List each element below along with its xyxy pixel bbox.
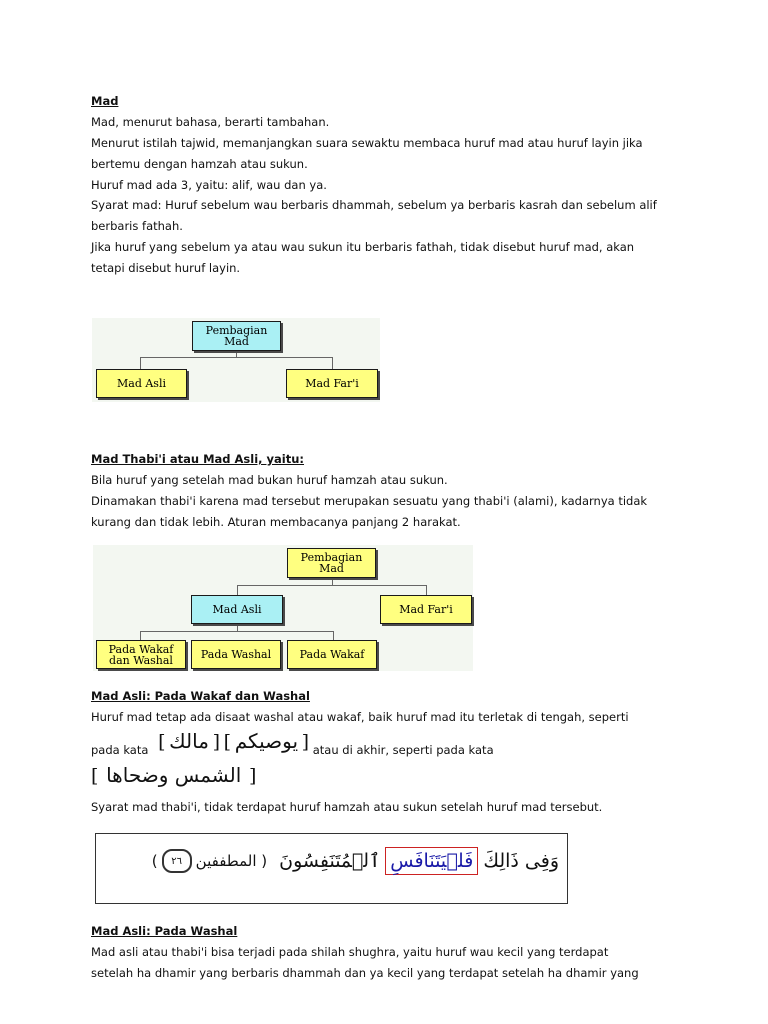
ayah-number-marker: ٢٦ (162, 849, 192, 873)
paragraph-line: bertemu dengan hamzah atau sukun. (91, 157, 308, 171)
section-mad-asli-washal-heading: Mad Asli: Pada Washal (91, 924, 238, 938)
verse-text: ٱلۡمُتَنَفِسُونَ (279, 850, 381, 872)
closing-paren: ) (151, 852, 158, 870)
paragraph-line: Jika huruf yang sebelum ya atau wau sukun itu berbaris fathah, tidak disebut huruf mad, akan (91, 240, 635, 254)
pembagian-mad-box: Pembagian Mad (192, 321, 281, 351)
section-mad-asli-wakaf-washal-heading: Mad Asli: Pada Wakaf dan Washal (91, 689, 310, 703)
mad-fari-box: Mad Far'i (286, 369, 378, 398)
surah-name: ( المطففين (195, 852, 268, 870)
paragraph-line: setelah ha dhamir yang berbaris dhammah dan ya kecil yang terdapat setelah ha dhamir yang (91, 966, 639, 980)
open-bracket: [ (158, 731, 166, 753)
section-mad-heading: Mad (91, 94, 119, 108)
mad-asli-box: Mad Asli (96, 369, 187, 398)
verse-text: وَفِى ذَالِكَ (483, 850, 559, 872)
close-bracket: ] (248, 765, 257, 787)
arabic-word-asy-syamsi: الشمس وضحاها (106, 763, 242, 787)
paragraph-line: Huruf mad tetap ada disaat washal atau wakaf, baik huruf mad itu terletak di tengah, seperti (91, 710, 629, 724)
paragraph-line: tetapi disebut huruf layin. (91, 261, 241, 275)
arabic-word-malik: مالك (169, 729, 209, 753)
paragraph-text: pada kata (91, 743, 149, 757)
connector-line (332, 357, 333, 369)
connector-line (140, 631, 141, 640)
close-bracket: ] (212, 731, 220, 753)
connector-line (140, 357, 141, 369)
paragraph-line: Menurut istilah tajwid, memanjangkan suara sewaktu membaca huruf mad atau huruf layin jika (91, 136, 643, 150)
example-words-line (91, 728, 494, 758)
arabic-word-yusikum: يوصيكم (234, 729, 299, 753)
connector-line (140, 357, 333, 358)
open-bracket: [ (223, 731, 232, 753)
connector-line (426, 585, 427, 595)
connector-line (140, 631, 334, 632)
pada-wakaf-dan-washal-box: Pada Wakaf dan Washal (96, 640, 186, 669)
mad-fari-box: Mad Far'i (380, 595, 472, 624)
quran-verse (152, 844, 559, 878)
pembagian-mad-box: Pembagian Mad (287, 548, 376, 578)
section-mad-thabii-heading: Mad Thabi'i atau Mad Asli, yaitu: (91, 452, 305, 466)
paragraph-text: atau di akhir, seperti pada kata (312, 743, 494, 757)
paragraph-line: Huruf mad ada 3, yaitu: alif, wau dan ya. (91, 178, 327, 192)
paragraph-line: Syarat mad: Huruf sebelum wau berbaris dhammah, sebelum ya berbaris kasrah dan sebelum alif (91, 198, 657, 212)
connector-line (237, 585, 238, 595)
paragraph-line: Mad, menurut bahasa, berarti tambahan. (91, 115, 330, 129)
paragraph-line: Bila huruf yang setelah mad bukan huruf hamzah atau sukun. (91, 473, 448, 487)
pada-wakaf-box: Pada Wakaf (287, 640, 377, 669)
quran-verse-box (95, 833, 568, 904)
paragraph-line: Mad asli atau thabi'i bisa terjadi pada shilah shughra, yaitu huruf wau kecil yang terdapat (91, 945, 609, 959)
open-bracket: [ (91, 765, 99, 787)
highlighted-word: فَلۡيَتَنَافَسِ (385, 847, 478, 875)
example-word-line (91, 762, 256, 791)
paragraph-line: kurang dan tidak lebih. Aturan membacanya panjang 2 harakat. (91, 515, 461, 529)
close-bracket: ] (301, 731, 310, 753)
paragraph-line: Syarat mad thabi'i, tidak terdapat huruf hamzah atau sukun setelah huruf mad tersebut. (91, 800, 603, 814)
pada-washal-box: Pada Washal (191, 640, 281, 669)
paragraph-line: Dinamakan thabi'i karena mad tersebut merupakan sesuatu yang thabi'i (alami), kadarnya tidak (91, 494, 648, 508)
mad-asli-box: Mad Asli (191, 595, 283, 624)
connector-line (333, 631, 334, 640)
connector-line (237, 585, 427, 586)
paragraph-line: berbaris fathah. (91, 219, 183, 233)
